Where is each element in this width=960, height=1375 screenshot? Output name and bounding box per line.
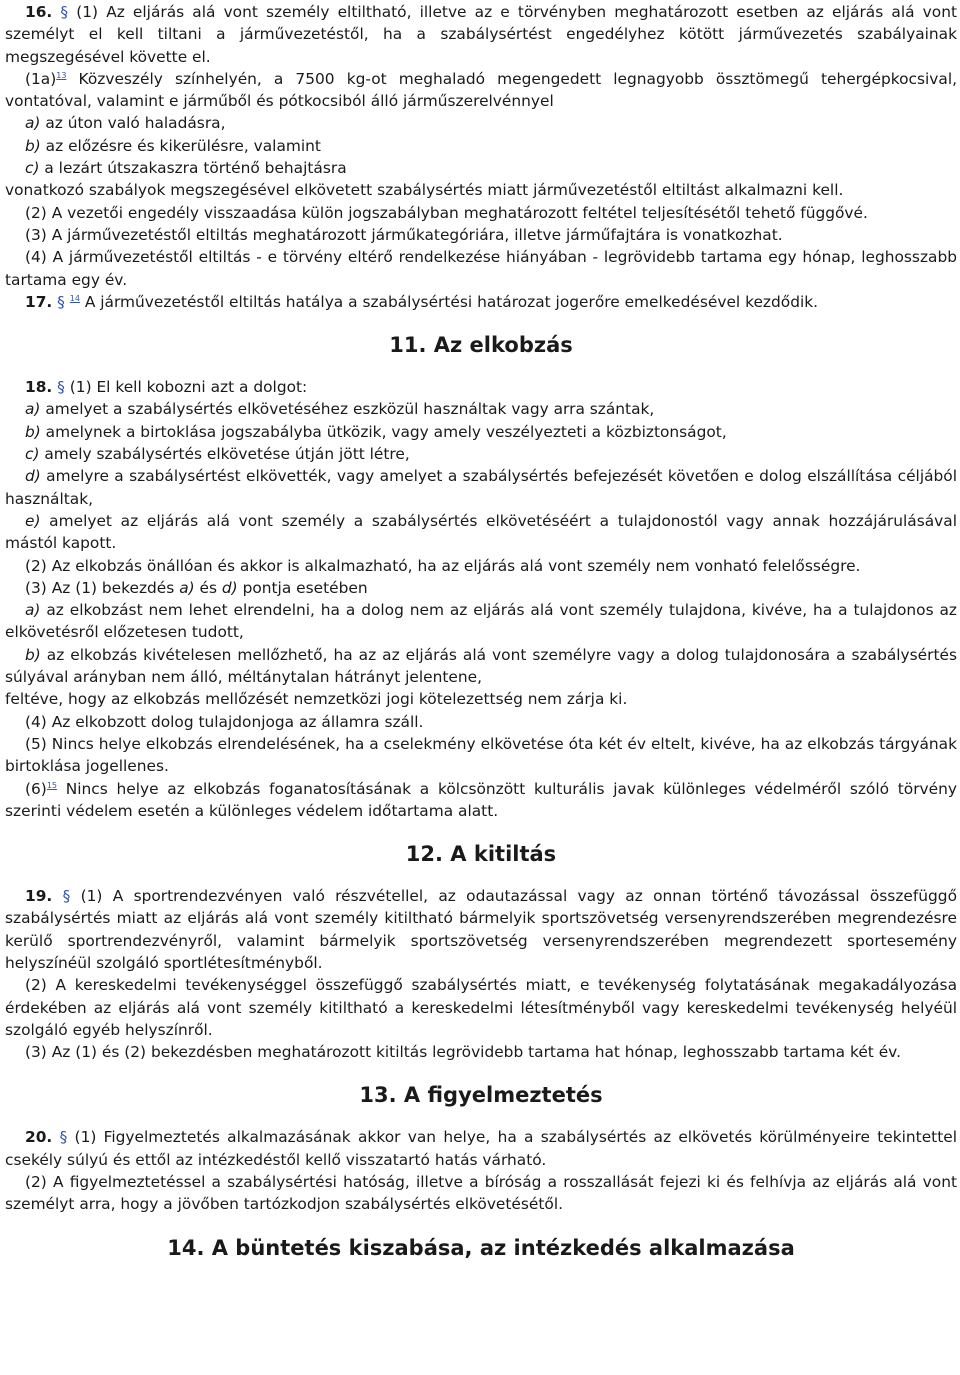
paragraph-text: Közveszély színhelyén, a 7500 kg-ot meghaladó megengedett legnagyobb össztömegű tehergépkocsival, vontatóval, valamint e járműből és pótkocsiból álló járműszerelvénnyel bbox=[5, 69, 957, 111]
heading-14: 14. A büntetés kiszabása, az intézkedés alkalmazása bbox=[167, 1235, 795, 1260]
point-text: amelyet az eljárás alá vont személy a szabálysértés elkövetéséért a tulajdonostól vagy annak hozzájárulásával mástól kapott. bbox=[5, 511, 957, 553]
point-label: c) bbox=[25, 159, 40, 178]
section-18-paragraph-4: (4) Az elkobzott dolog tulajdonjoga az államra száll. bbox=[25, 712, 424, 731]
section-18-paragraph-6 bbox=[5, 778, 957, 823]
paragraph-text: (1) A sportrendezvényen való részvétellel, az odautazással vagy az onnan történő távozással összefüggő szabálysértés miatt az eljárás alá vont személy kitiltható bármelyik sportszövetség versenyrendszerében megrendezésre kerülő sportrendezvényről, valamint bármelyik sportszövetség versenyrendszerében megrendezett sportesemény helyszínéül szolgáló sportlétesítményből. bbox=[5, 887, 957, 972]
section-number: 20. bbox=[25, 1128, 53, 1147]
footnote-link-13[interactable]: 13 bbox=[56, 70, 67, 80]
point-b bbox=[5, 421, 957, 443]
point-text: az elkobzást nem lehet elrendelni, ha a dolog nem az eljárás alá vont személy tulajdona, kivéve, ha a tulajdonos az elkövetésről előzetesen tudott, bbox=[5, 601, 957, 642]
footnote-link-15[interactable]: 15 bbox=[46, 780, 57, 790]
heading-13: 13. A figyelmeztetés bbox=[359, 1083, 603, 1108]
paragraph-3-point-b bbox=[5, 644, 957, 689]
section-18-paragraph-1 bbox=[5, 376, 957, 398]
section-sign: § bbox=[57, 378, 65, 397]
point-text: az elkobzás kivételesen mellőzhető, ha az az eljárás alá vont személyre vagy a dolog tulajdonosára a szabálysértés súlyával arányban nem álló, méltánytalan hátrányt jelentene, bbox=[5, 645, 957, 687]
point-label: e) bbox=[25, 511, 41, 530]
paragraph-3-point-a bbox=[5, 599, 957, 644]
point-label: a) bbox=[25, 400, 41, 419]
point-text: amelyet a szabálysértés elkövetéséhez eszközül használtak vagy arra szántak, bbox=[40, 400, 655, 419]
paragraph-text: (3) Az (1) bekezdés bbox=[25, 578, 180, 597]
point-d bbox=[5, 465, 957, 510]
point-label: d) bbox=[25, 467, 41, 486]
point-label: a) bbox=[25, 601, 41, 620]
point-label: a) bbox=[25, 114, 41, 133]
point-label: c) bbox=[25, 445, 40, 464]
paragraph-text: Nincs helye az elkobzás foganatosításának a kölcsönzött kulturális javak különleges védelméről szóló törvény szerinti védelem esetén a különleges védelem időtartama alatt. bbox=[5, 779, 957, 820]
section-18-paragraph-3 bbox=[5, 577, 957, 599]
section-number: 19. bbox=[25, 887, 53, 906]
section-16-paragraph-3: (3) A járművezetéstől eltiltás meghatározott járműkategóriára, illetve járműfajtára is vonatkozhat. bbox=[25, 225, 783, 244]
point-label: b) bbox=[25, 422, 41, 441]
paragraph-text: A járművezetéstől eltiltás hatálya a szabálysértési határozat jogerőre emelkedésével kezdődik. bbox=[79, 292, 819, 311]
point-label: b) bbox=[25, 645, 41, 664]
heading-11: 11. Az elkobzás bbox=[389, 333, 573, 358]
point-c bbox=[5, 443, 957, 465]
section-20-paragraph-1 bbox=[5, 1126, 957, 1171]
section-sign: § bbox=[60, 3, 69, 21]
paragraph-text: (1) Figyelmeztetés alkalmazásának akkor van helye, ha a szabálysértés az elkövetés körülményeire tekintettel csekély súlyú és ettől az intézkedéstől kellő visszatartó hatás várható. bbox=[5, 1128, 957, 1169]
section-17 bbox=[5, 291, 957, 313]
point-a bbox=[5, 112, 957, 134]
point-text: amelynek a birtoklása jogszabályba ütközik, vagy amely veszélyezteti a közbiztonságot, bbox=[40, 422, 727, 441]
point-text: az előzésre és kikerülésre, valamint bbox=[40, 136, 321, 155]
point-text: a lezárt útszakaszra történő behajtásra bbox=[39, 159, 347, 178]
point-ref-d: d) bbox=[221, 578, 238, 597]
section-16-paragraph-1 bbox=[5, 1, 957, 68]
point-e bbox=[5, 510, 957, 555]
section-sign: § bbox=[59, 1128, 68, 1147]
section-number: 16. bbox=[25, 3, 53, 21]
point-text: az úton való haladásra, bbox=[40, 114, 226, 133]
section-16-paragraph-1a bbox=[5, 68, 957, 113]
point-a bbox=[5, 398, 957, 420]
footnote-link-14[interactable]: 14 bbox=[69, 293, 80, 303]
paragraph-text: (1) El kell kobozni azt a dolgot: bbox=[64, 378, 308, 397]
point-ref-a: a) bbox=[179, 578, 195, 597]
section-sign: § bbox=[62, 887, 71, 906]
section-19-paragraph-3: (3) Az (1) és (2) bekezdésben meghatározott kitiltás legrövidebb tartama hat hónap, leghosszabb tartama két év. bbox=[25, 1043, 901, 1062]
section-19-paragraph-2: (2) A kereskedelmi tevékenységgel összefüggő szabálysértés miatt, e tevékenység folytatásának megakadályozása érdekében az eljárás alá vont személy kitiltható a kereskedelmi létesítményből vagy kereskedelmi tevékenység helyéül szolgáló egyéb helyszínről. bbox=[5, 976, 957, 1039]
point-label: b) bbox=[25, 136, 41, 155]
point-text: amelyre a szabálysértést elkövették, vagy amelyet a szabálysértés befejezését követően e dolog elszállítása céljából használtak, bbox=[5, 467, 957, 508]
point-c bbox=[5, 157, 957, 179]
section-19-paragraph-1 bbox=[5, 885, 957, 974]
paragraph-label: (6) bbox=[25, 779, 47, 798]
section-number: 18. bbox=[25, 378, 53, 397]
section-16-paragraph-4: (4) A járművezetéstől eltiltás - e törvény eltérő rendelkezése hiányában - legrövidebb tartama egy hónap, leghosszabb tartama egy év. bbox=[5, 248, 957, 289]
section-20-paragraph-2: (2) A figyelmeztetéssel a szabálysértési hatóság, illetve a bíróság a rosszallását fejezi ki és felhívja az eljárás alá vont személyt arra, hogy a jövőben tartózkodjon szabálysértés elkövetésétől. bbox=[5, 1173, 957, 1214]
point-text: amely szabálysértés elkövetése útján jött létre, bbox=[39, 445, 410, 464]
section-18-paragraph-2: (2) Az elkobzás önállóan és akkor is alkalmazható, ha az eljárás alá vont személy nem vonható felelősségre. bbox=[25, 556, 861, 575]
paragraph-text: és bbox=[194, 578, 222, 597]
heading-12: 12. A kitiltás bbox=[405, 842, 557, 867]
closing-text: vonatkozó szabályok megszegésével elkövetett szabálysértés miatt járművezetéstől eltiltást alkalmazni kell. bbox=[5, 181, 844, 200]
section-18-paragraph-5: (5) Nincs helye elkobzás elrendelésének, ha a cselekmény elkövetése óta két év eltelt, kivéve, ha az elkobzás tárgyának birtoklása jogellenes. bbox=[5, 734, 957, 776]
section-16-paragraph-2: (2) A vezetői engedély visszaadása külön jogszabályban meghatározott feltétel teljesítésétől tehető függővé. bbox=[25, 203, 868, 222]
point-b bbox=[5, 135, 957, 157]
paragraph-3-closing: feltéve, hogy az elkobzás mellőzését nemzetközi jogi kötelezettség nem zárja ki. bbox=[5, 690, 628, 709]
paragraph-text: pontja esetében bbox=[237, 578, 368, 597]
paragraph-label: (1a) bbox=[25, 69, 57, 88]
section-number: 17. bbox=[25, 292, 53, 311]
section-sign: § bbox=[57, 292, 65, 311]
paragraph-text: (1) Az eljárás alá vont személy eltiltható, illetve az e törvényben meghatározott esetben az eljárás alá vont személyt el kell tiltani a járművezetéstől, ha a szabálysértést engedélyhez kötött járművezetés szabályainak megszegésével követte el. bbox=[5, 3, 957, 66]
